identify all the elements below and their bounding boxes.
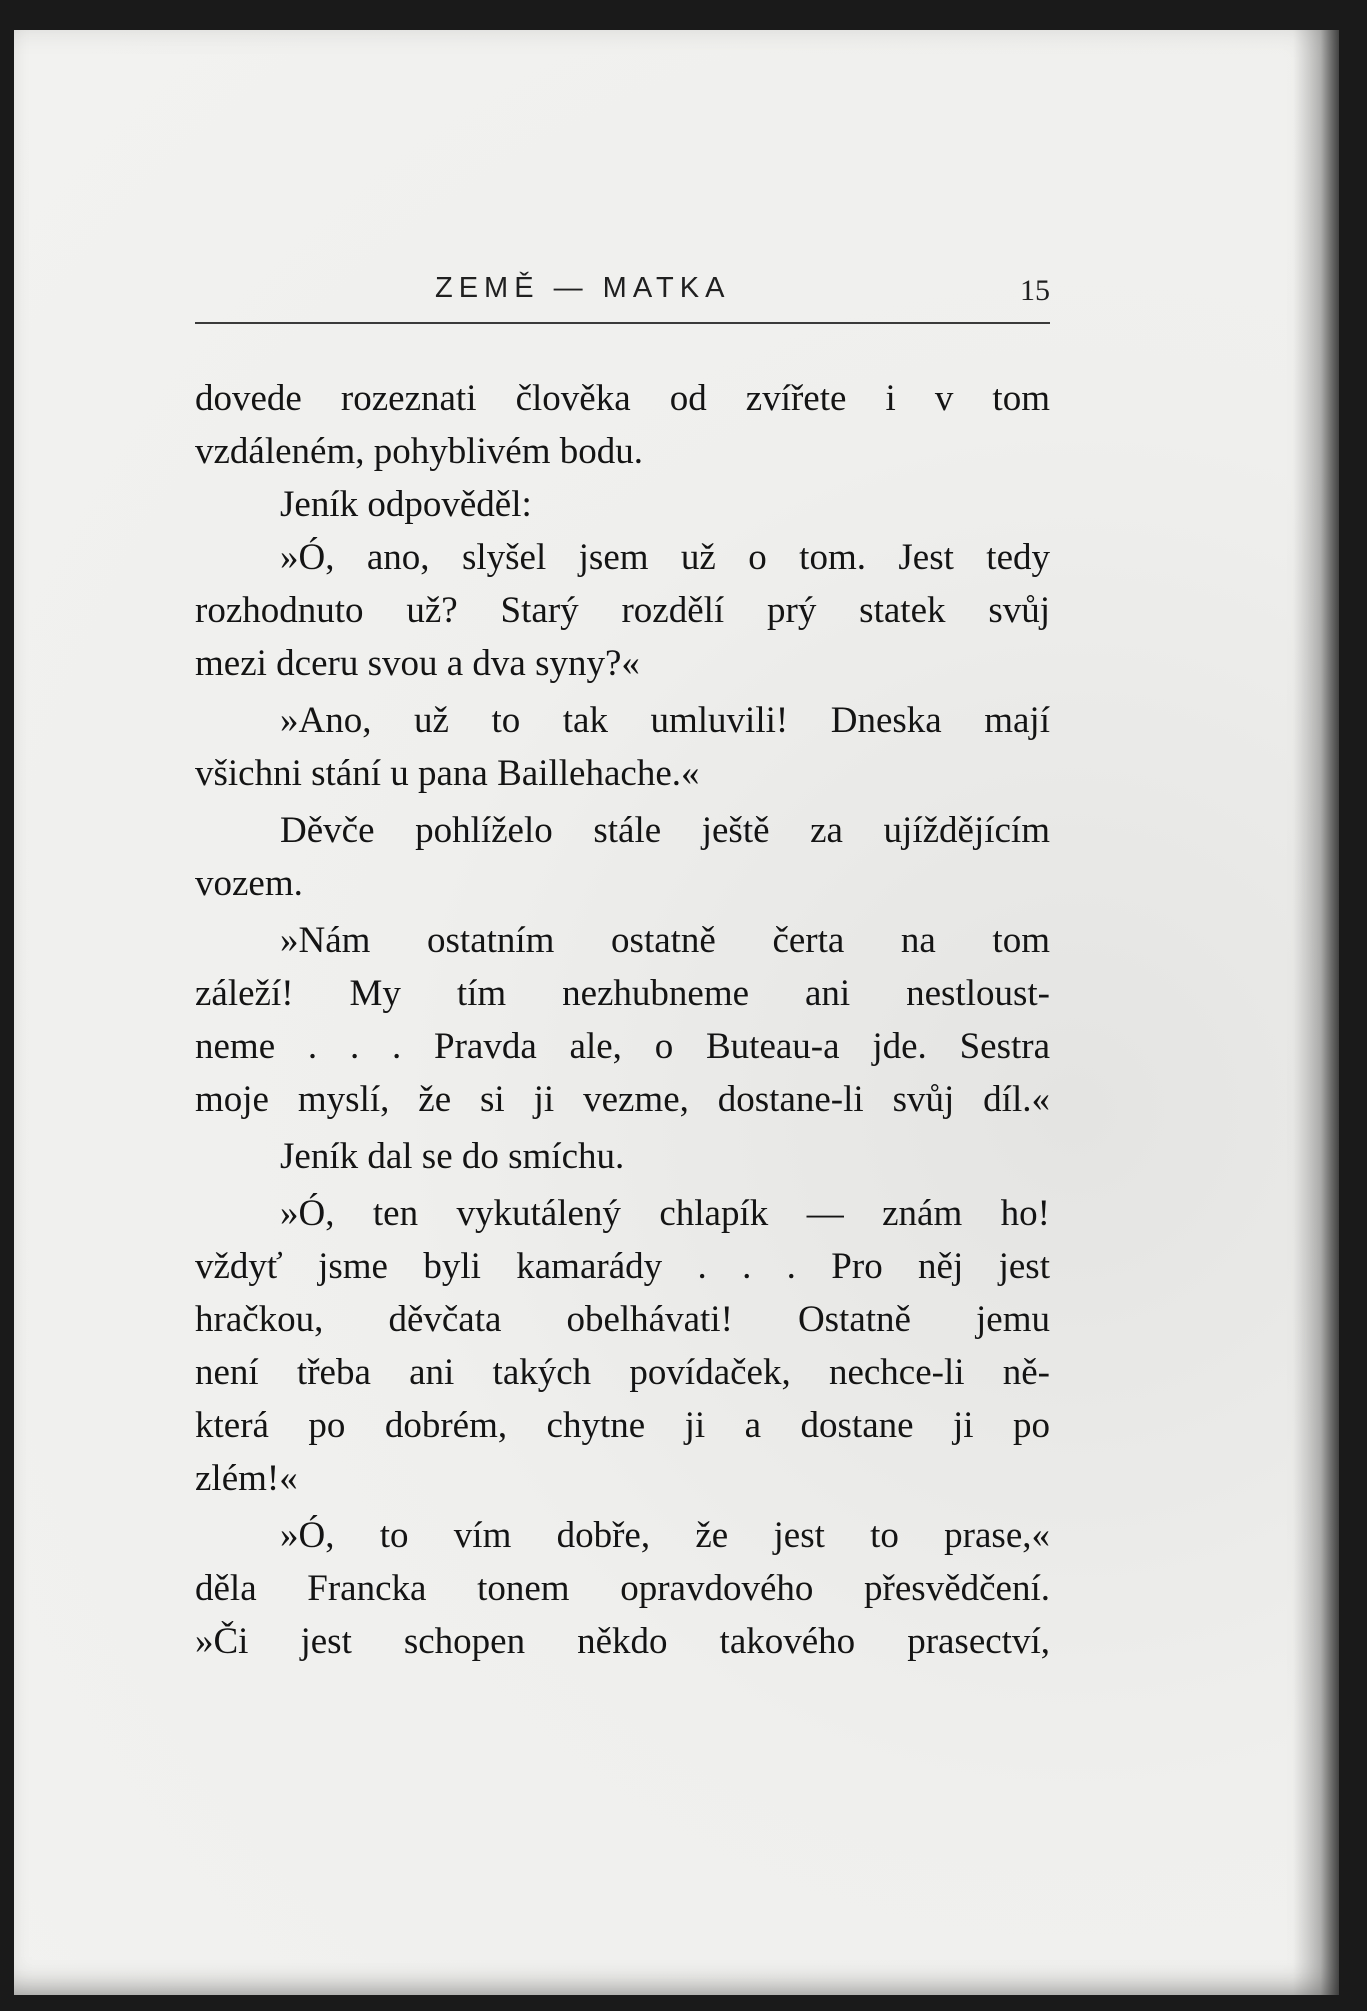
text-line: hračkou, děvčata obelhávati! Ostatně jemu [195,1299,1050,1340]
text-line: všichni stání u pana Baillehache.« [195,753,700,794]
text-line: Jeník odpověděl: [280,484,532,525]
text-line: děla Francka tonem opravdového přesvědčení. [195,1568,1050,1609]
page-number: 15 [1020,274,1050,307]
running-title: ZEMĚ — MATKA [435,272,731,304]
text-line: která po dobrém, chytne ji a dostane ji po [195,1405,1050,1446]
text-line: »Ó, ano, slyšel jsem už o tom. Jest tedy [280,537,1050,578]
text-line: rozhodnuto už? Starý rozdělí prý statek svůj [195,590,1050,631]
text-line: vozem. [195,863,303,904]
running-header [195,268,1050,318]
text-line: vždyť jsme byli kamarády . . . Pro něj jest [195,1246,1050,1287]
text-line: Děvče pohlíželo stále ještě za ujíždějícím [280,810,1050,851]
body-text [195,372,1050,1668]
text-line: záleží! My tím nezhubneme ani nestloust- [195,973,1050,1014]
header-rule [195,322,1050,324]
text-line: »Nám ostatním ostatně čerta na tom [280,920,1050,961]
text-line: zlém!« [195,1458,298,1499]
text-line: vzdáleném, pohyblivém bodu. [195,431,644,472]
text-line: »Ano, už to tak umluvili! Dneska mají [280,700,1050,741]
text-line: »Ó, ten vykutálený chlapík — znám ho! [280,1193,1050,1234]
text-line: mezi dceru svou a dva syny?« [195,643,640,684]
text-line: není třeba ani takých povídaček, nechce-li ně- [195,1352,1050,1393]
text-line: »Ó, to vím dobře, že jest to prase,« [280,1515,1050,1556]
text-line: dovede rozeznati člověka od zvířete i v tom [195,378,1050,419]
text-line: moje myslí, že si ji vezme, dostane-li svůj díl.« [195,1079,1050,1120]
text-line: »Či jest schopen někdo takového prasectví, [195,1621,1050,1662]
page-edge-shadow [1293,30,1339,1995]
text-line: Jeník dal se do smíchu. [280,1136,625,1177]
text-line: neme . . . Pravda ale, o Buteau-a jde. Sestra [195,1026,1050,1067]
